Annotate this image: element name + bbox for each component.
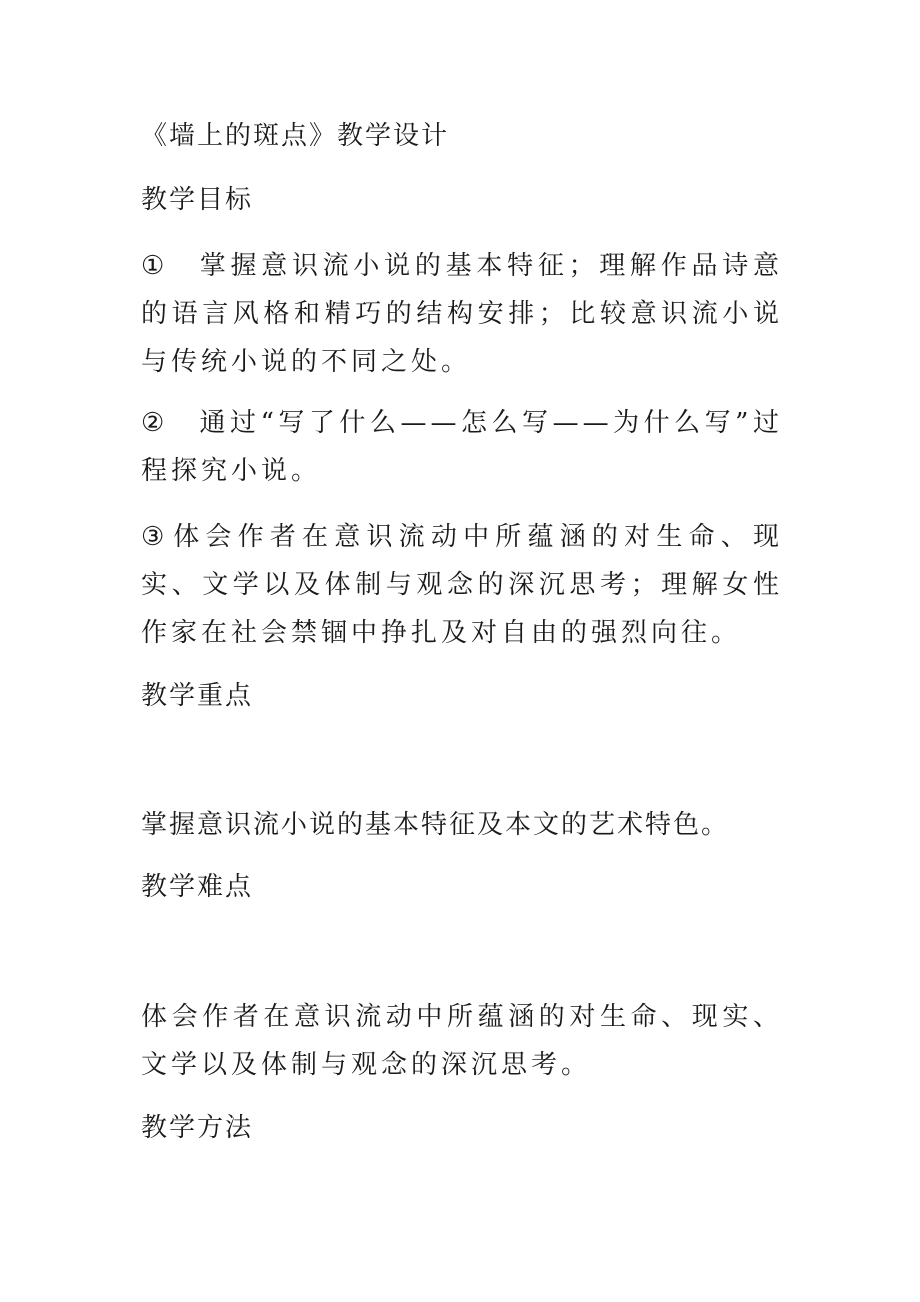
objective-marker-1: ①: [141, 251, 165, 281]
difficulties-heading: 教学难点: [141, 872, 254, 902]
objective-marker-3: ③: [141, 522, 165, 552]
difficulties-text: 体会作者在意识流动中所蕴涵的对生命、现实、文学以及体制与观念的深沉思考。: [141, 1002, 783, 1080]
document-title: 《墙上的斑点》教学设计: [141, 121, 450, 151]
objective-marker-2: ②: [141, 408, 165, 438]
objective-item-1: [141, 242, 783, 386]
objectives-heading: 教学目标: [141, 185, 254, 215]
objective-item-2: [141, 399, 783, 495]
methods-heading: 教学方法: [141, 1113, 254, 1143]
objective-text-1: 掌握意识流小说的基本特征；理解作品诗意的语言风格和精巧的结构安排；比较意识流小说与传统小说的不同之处。: [141, 251, 783, 377]
key-points-heading: 教学重点: [141, 681, 254, 711]
objective-item-3: [141, 513, 783, 657]
objective-text-3: 体会作者在意识流动中所蕴涵的对生命、现实、文学以及体制与观念的深沉思考；理解女性作家在社会禁锢中挣扎及对自由的强烈向往。: [141, 522, 783, 648]
key-points-text: 掌握意识流小说的基本特征及本文的艺术特色。: [141, 810, 730, 840]
objective-text-2: 通过“写了什么——怎么写——为什么写”过程探究小说。: [141, 408, 783, 486]
